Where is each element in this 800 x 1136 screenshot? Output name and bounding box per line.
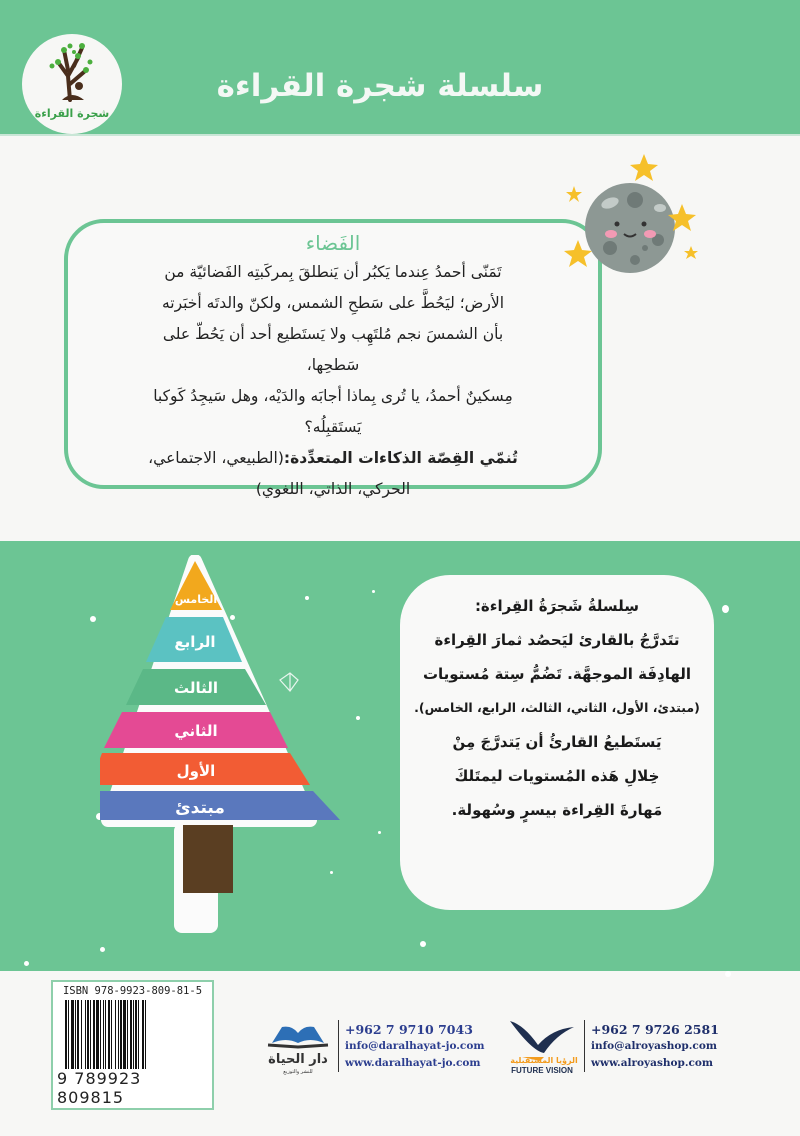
level-label: مبتدئ — [175, 798, 225, 818]
svg-text:الرؤيا المستقبلية: الرؤيا المستقبلية — [510, 1056, 578, 1065]
series-info-text — [410, 589, 704, 827]
tree-icon — [44, 40, 100, 104]
dar-al-hayat-logo — [264, 1017, 334, 1075]
info-heading: سِلسلةُ شَجرَةُ القِراءة: — [474, 597, 640, 615]
series-info-box — [400, 575, 714, 910]
level-label: الأول — [176, 762, 216, 780]
info-line: مَهارةَ القِراءة بيسرٍ وسُهولة. — [451, 801, 663, 819]
level-label: الرابع — [174, 633, 216, 651]
info-line: يَستَطيعُ القارئُ أن يَتدرَّجَ مِنْ — [452, 733, 662, 751]
level-thalith — [126, 669, 266, 705]
svg-text:دار الحياة: دار الحياة — [268, 1052, 328, 1067]
story-line: الأرض؛ ليَحُطَّ على سَطحِ الشمس، ولكنّ والدتَه أخبَرته — [161, 294, 505, 312]
publisher-dar-al-hayat — [264, 1017, 484, 1075]
isbn-label: ISBN 978-9923-809-81-5 — [62, 985, 203, 997]
level-label: الثالث — [173, 679, 219, 697]
story-line: يَستَقبِلُه؟ — [304, 418, 362, 436]
star-dot — [722, 605, 729, 613]
book-doodle-icon — [280, 673, 298, 691]
story-line: سَطحِها، — [306, 356, 360, 374]
intelligences-label: تُنمّي القِصّة الذكاءات المتعدِّدة: — [283, 449, 518, 467]
story-line: بأن الشمسَ نجم مُلتَهِب ولا يَستَطيع أحد أن يَحُطّ على — [162, 325, 504, 343]
intelligences-line — [92, 443, 574, 474]
svg-text:للنشر والتوزيع: للنشر والتوزيع — [283, 1069, 313, 1075]
level-thani — [104, 712, 288, 748]
website-link[interactable]: www.alroyashop.com — [591, 1056, 714, 1069]
publisher-contact — [591, 1021, 719, 1072]
story-line: تَمَنّى أحمدُ عِندما يَكبُر أن يَنطلقَ بِمركَبتِه الفَضائيّة من — [164, 263, 502, 281]
level-mubtadi — [100, 791, 340, 820]
publisher-future-vision — [504, 1017, 719, 1075]
story-title: الفَضاء — [305, 231, 361, 255]
logo-text: شجرة القراءة — [34, 107, 110, 120]
tree-trunk — [183, 825, 233, 893]
isbn-barcode — [51, 980, 214, 1110]
info-line: خِلالِ هَذه المُستويات ليمتَلكَ — [454, 767, 660, 785]
isbn-digits: 9 789923 809815 — [57, 1069, 208, 1107]
divider — [338, 1020, 339, 1072]
publisher-contact — [345, 1021, 484, 1072]
info-levels-list: (مبتدئ، الأول، الثاني، الثالث، الرابع، الخامس). — [414, 700, 700, 715]
reading-tree-logo — [22, 34, 122, 134]
levels-pyramid — [100, 555, 400, 940]
info-line: الهادِفَة الموجهَّة. تَضُمُّ سِتة مُستويات — [422, 665, 692, 683]
star-dot — [90, 616, 96, 622]
star-dot — [420, 941, 426, 947]
series-title: سلسلة شجرة القراءة — [216, 68, 544, 104]
intelligences-list: (الطبيعي، الاجتماعي، — [148, 449, 284, 467]
email-link[interactable]: info@daralhayat-jo.com — [345, 1039, 485, 1052]
future-vision-logo — [504, 1017, 580, 1075]
divider — [584, 1020, 585, 1072]
story-line: مِسكينٌ أحمدُ، يا تُرى بِماذا أجابَه والدَيْه، وهل سَيجِدُ كَوكبا — [153, 387, 513, 405]
info-line: تتَدرَّجُ بالقارئ ليَحصُد ثمارَ القِراءة — [434, 631, 680, 649]
moon-illustration — [560, 148, 700, 288]
level-label: الخامس — [174, 593, 218, 606]
level-label: الثاني — [174, 722, 218, 740]
story-body — [92, 257, 574, 505]
svg-text:FUTURE VISION: FUTURE VISION — [511, 1066, 573, 1075]
website-link[interactable]: www.daralhayat-jo.com — [345, 1056, 481, 1069]
intelligences-list-cont: الحركي، الذاتي، اللغوي) — [255, 480, 411, 498]
moon-icon — [560, 148, 700, 288]
level-khamis — [170, 561, 222, 610]
phone: +962 7 9726 2581 — [591, 1021, 719, 1037]
phone: +962 7 9710 7043 — [345, 1021, 473, 1037]
star-dot — [725, 971, 731, 977]
open-book-icon — [264, 1017, 334, 1075]
star-dot — [100, 947, 105, 952]
level-awwal — [100, 753, 310, 785]
email-link[interactable]: info@alroyashop.com — [591, 1039, 717, 1052]
top-banner — [0, 0, 800, 136]
star-dot — [24, 961, 29, 966]
story-summary-box — [64, 219, 602, 498]
wing-icon — [504, 1017, 580, 1075]
